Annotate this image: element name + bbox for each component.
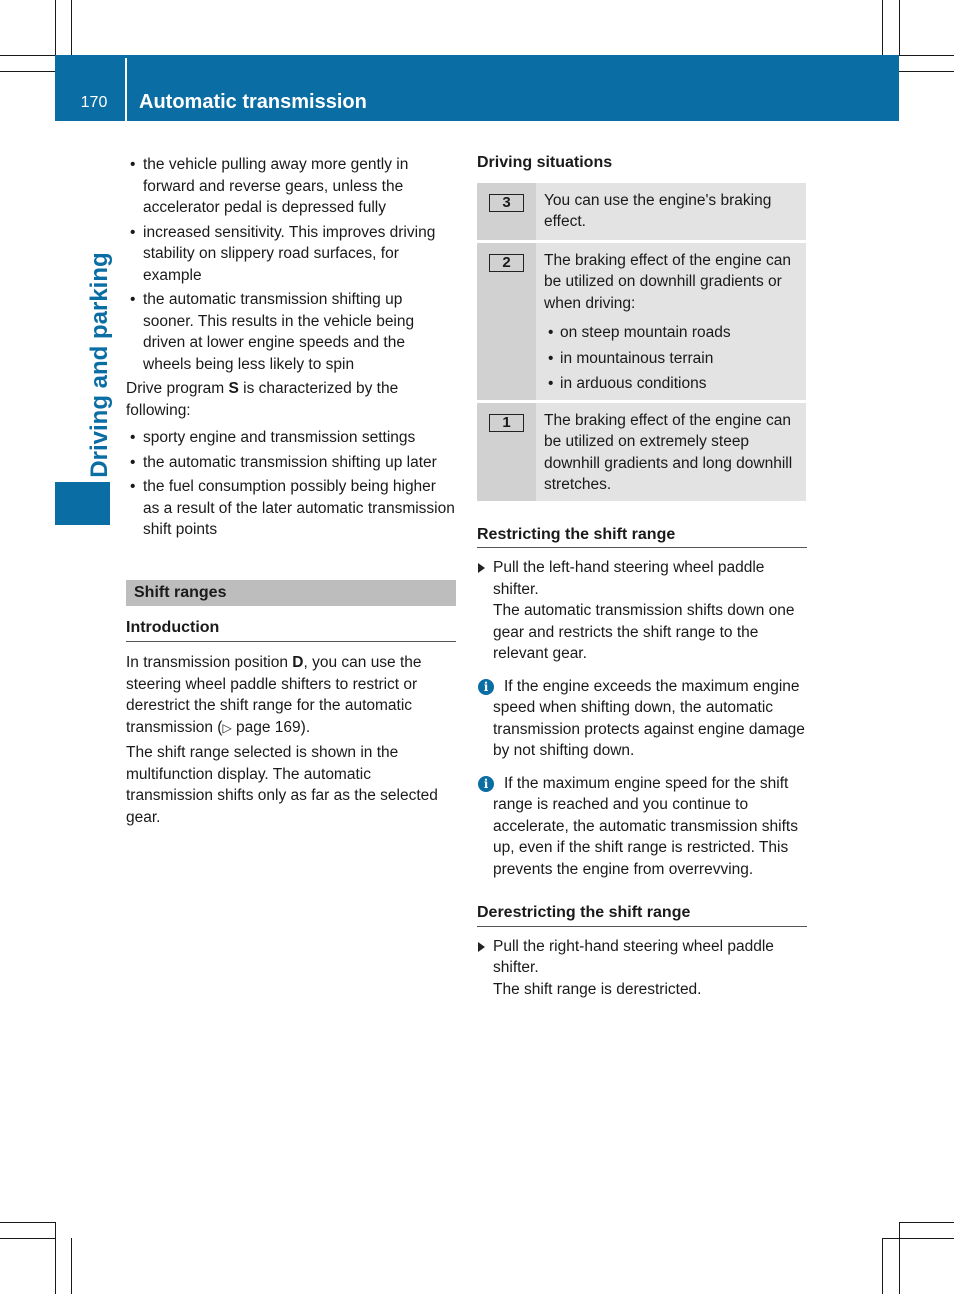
section-title: Automatic transmission [139,91,367,113]
step-arrow-icon [478,563,485,573]
gear-2-symbol: 2 [489,254,524,272]
list-item: • the vehicle pulling away more gently in forward and reverse gears, unless the accelerator pedal is depressed fully [126,154,456,219]
info-note: i If the maximum engine speed for the shift range is reached and you continue to accelerate, the automatic transmission shifts up, even if the shift range is restricted. This prevents the engine from overrevving. [477,773,807,881]
list-item: • increased sensitivity. This improves driving stability on slippery road surfaces, for example [126,222,456,287]
display-paragraph: The shift range selected is shown in the multifunction display. The automatic transmission shifts only as far as the selected gear. [126,744,438,826]
table-row [477,401,806,502]
restricting-heading: Restricting the shift range [477,524,807,549]
list-item: • the automatic transmission shifting up sooner. This results in the vehicle being driven at lower engine speeds and the wheels being less likely to spin [126,289,456,375]
gear-description: The braking effect of the engine can be utilized on downhill gradients or when driving: [544,251,792,312]
info-icon: i [478,776,494,792]
left-column [126,154,456,831]
right-column [477,152,807,1000]
chapter-label: Driving and parking [86,252,113,478]
crop-mark [0,1238,55,1239]
gear-description: You can use the engine's braking effect. [544,191,772,230]
info-note: i If the engine exceeds the maximum engine speed when shifting down, the automatic transmission protects against engine damage by not shifting down. [477,676,807,762]
crop-mark [0,71,55,72]
crop-mark [899,1222,900,1294]
table-row [477,241,806,401]
list-item: • in arduous conditions [544,373,798,395]
page-number: 170 [80,94,108,111]
crop-mark [899,55,954,56]
driving-situations-table [477,183,806,504]
gear-1-symbol: 1 [489,414,524,432]
crop-mark [55,0,56,55]
step-arrow-icon [478,942,485,952]
list-item: • in mountainous terrain [544,348,798,370]
list-item: • on steep mountain roads [544,322,798,344]
info-icon: i [478,679,494,695]
side-tab-marker [55,482,110,525]
list-item: • the fuel consumption possibly being higher as a result of the later automatic transmission shift points [126,476,456,541]
list-item: • sporty engine and transmission settings [126,427,456,449]
gear-description: The braking effect of the engine can be utilized on extremely steep downhill gradients and long downhill stretches. [544,411,793,493]
table-row [477,183,806,242]
header-divider [125,58,127,121]
crop-mark [0,1222,55,1223]
gear-3-symbol: 3 [489,194,524,212]
list-item: • the automatic transmission shifting up later [126,452,456,474]
crop-mark [0,55,55,56]
crop-mark [899,1222,954,1223]
shift-ranges-heading: Shift ranges [126,580,456,606]
crop-mark [899,71,954,72]
crop-mark [882,0,883,55]
crop-mark [55,1222,56,1294]
restrict-step: Pull the left-hand steering wheel paddle shifter. The automatic transmission shifts down one gear and restricts the shift range to the relevant gear. [477,557,807,665]
introduction-paragraph: In transmission position D, you can use the steering wheel paddle shifters to restrict or derestrict the shift range for the automatic transmission (▷ page 169). [126,654,422,736]
derestrict-result: The shift range is derestricted. [493,980,702,998]
driving-situations-heading: Driving situations [477,154,613,171]
crop-mark [71,0,72,55]
crop-mark [899,0,900,55]
crop-mark [882,1238,954,1239]
drive-program-s-paragraph: Drive program S is characterized by the following: [126,380,399,419]
introduction-heading: Introduction [126,617,456,643]
page-reference-arrow-icon: ▷ [222,720,232,735]
page-reference-link[interactable]: page 169). [231,718,311,736]
crop-mark [71,1238,72,1294]
derestricting-heading: Derestricting the shift range [477,902,807,927]
derestrict-step: Pull the right-hand steering wheel paddle shifter. The shift range is derestricted. [477,936,807,1001]
crop-mark [882,1238,883,1294]
restrict-result: The automatic transmission shifts down one gear and restricts the shift range to the relevant gear. [493,602,795,662]
